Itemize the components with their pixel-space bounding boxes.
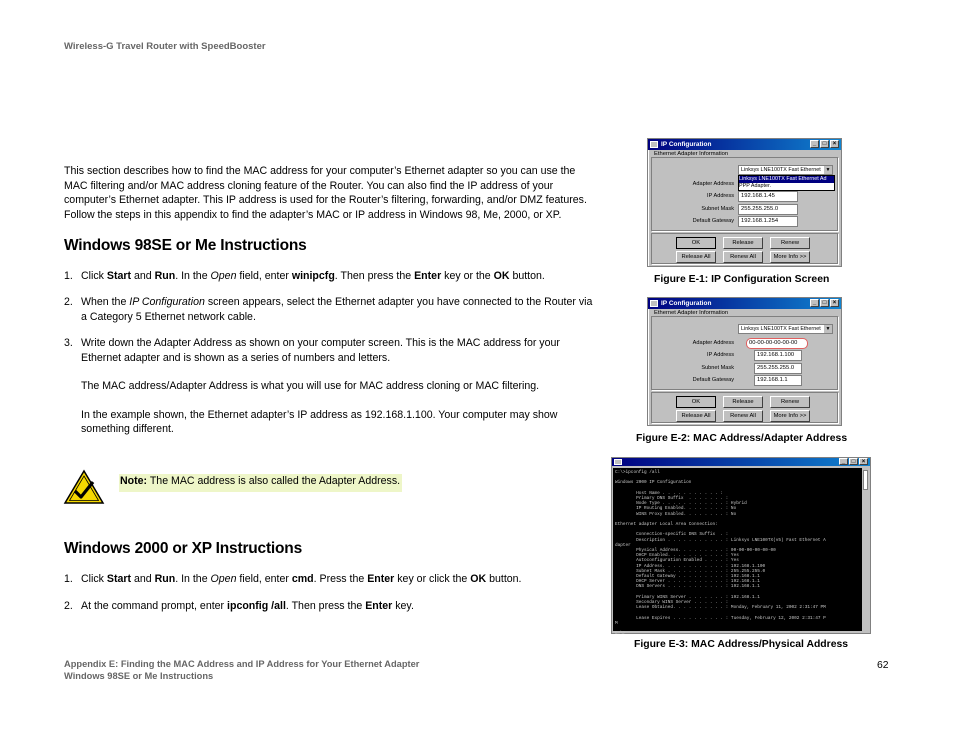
note-box (119, 474, 402, 492)
subnet-mask-label: Subnet Mask (701, 365, 734, 371)
default-gateway-field: 192.168.1.1 (754, 375, 802, 386)
step-number: 2. (64, 600, 73, 612)
note-text: The MAC address is also called the Adapter Address. (147, 475, 401, 487)
ok-button[interactable]: OK (676, 396, 716, 408)
app-icon (614, 459, 622, 465)
figure-caption-1: Figure E-1: IP Configuration Screen (654, 274, 830, 285)
dropdown-option[interactable]: Linksys LNE100TX Fast Ethernet Ad (739, 176, 834, 183)
subnet-mask-label: Subnet Mask (701, 206, 734, 212)
maximize-icon[interactable]: □ (849, 458, 858, 465)
window-title: IP Configuration (661, 141, 712, 148)
step-number: 2. (64, 296, 73, 308)
default-gateway-field: 192.168.1.254 (738, 216, 798, 227)
ok-button[interactable]: OK (676, 237, 716, 249)
ip-config-window-2 (647, 297, 842, 426)
adapter-dropdown-list[interactable] (738, 175, 835, 191)
step-number: 1. (64, 270, 73, 282)
step-98-1: 1. Click Start and Run. In the Open field, enter winipcfg. Then press the Enter key or the OK button. (64, 270, 545, 282)
chevron-down-icon[interactable]: ▼ (825, 326, 831, 332)
dropdown-option[interactable]: PPP Adapter. (739, 183, 771, 189)
step-number: 3. (64, 337, 73, 349)
more-info-button[interactable]: More Info >> (770, 410, 810, 422)
maximize-icon[interactable]: □ (820, 299, 829, 307)
release-button[interactable]: Release (723, 237, 763, 249)
ip-config-window-1 (647, 138, 842, 267)
close-icon[interactable]: × (859, 458, 868, 465)
step-number: 1. (64, 573, 73, 585)
console-output[interactable]: C:\>ipconfig /all Windows 2000 IP Configuration Host Name . . . . . . . . . . . : Primary DNS Suffix . . . . . . . : Node Type . . . . . . . . . . . . : Hybrid IP Routing Enabled. . . . . . . . : No WINS Proxy Enabled. . . . . . . . : No Ethernet adapter Local Area Connection: Connection-specific DNS Suffix . : Description . . . . . . . . . . . : Linksys LNE100TX(v5) Fast Ethernet A dapter Physical Address. . . . . . . . . : 00-00-00-00-00-00 DHCP Enabled. . . . . . . . . . . : Yes Autoconfiguration Enabled . . . . : Yes IP Address. . . . . . . . . . . . : 192.168.1.100 Subnet Mask . . . . . . . . . . . : 255.255.255.0 Default Gateway . . . . . . . . . : 192.168.1.1 DHCP Server . . . . . . . . . . . : 192.168.1.1 DNS Servers . . . . . . . . . . . : 192.168.1.1 Primary WINS Server . . . . . . . : 192.168.1.1 Secondary WINS Server . . . . . . : Lease Obtained. . . . . . . . . . : Monday, February 11, 2002 2:31:47 PM Lease Expires . . . . . . . . . . : Tuesday, February 12, 2002 2:31:47 P M C:\> (613, 468, 862, 631)
release-all-button[interactable]: Release All (676, 251, 716, 263)
ip-address-label: IP Address (707, 352, 734, 358)
console-scrollbar[interactable] (862, 468, 869, 631)
footer-line-1: Appendix E: Finding the MAC Address and IP Address for Your Ethernet Adapter (64, 659, 420, 669)
section-heading-98: Windows 98SE or Me Instructions (64, 237, 307, 254)
warning-checkmark-icon (64, 470, 104, 504)
title-bar (648, 139, 841, 150)
maximize-icon[interactable]: □ (820, 140, 829, 148)
adapter-address-field: 00-00-00-00-00-00 (746, 338, 808, 349)
ip-address-field: 192.168.1.100 (754, 350, 802, 361)
running-header: Wireless-G Travel Router with SpeedBooster (64, 41, 266, 52)
adapter-select[interactable]: Linksys LNE100TX Fast Ethernet ▼ (738, 324, 833, 334)
scroll-thumb[interactable] (863, 470, 868, 490)
close-icon[interactable]: × (830, 299, 839, 307)
figure-caption-3: Figure E-3: MAC Address/Physical Address (634, 639, 849, 650)
close-icon[interactable]: × (830, 140, 839, 148)
ip-address-field: 192.168.1.45 (738, 191, 798, 202)
minimize-icon[interactable]: _ (839, 458, 848, 465)
step-2000-2: 2. At the command prompt, enter ipconfig /all. Then press the Enter key. (64, 600, 414, 612)
release-button[interactable]: Release (723, 396, 763, 408)
step-3-para-3: In the example shown, the Ethernet adapter’s IP address as 192.168.1.100. Your computer may show something different. (81, 408, 558, 435)
default-gateway-label: Default Gateway (692, 218, 734, 224)
step-98-2: 2. When the IP Configuration screen appears, select the Ethernet adapter you have connected to the Router via a Category 5 Ethernet network cable. (64, 296, 593, 323)
figure-caption-2: Figure E-2: MAC Address/Adapter Address (636, 433, 848, 444)
adapter-select[interactable]: Linksys LNE100TX Fast Ethernet ▼ (738, 165, 833, 175)
footer-line-2: Windows 98SE or Me Instructions (64, 671, 214, 681)
window-title: IP Configuration (661, 300, 712, 307)
renew-button[interactable]: Renew (770, 396, 810, 408)
subnet-mask-field: 255.255.255.0 (738, 204, 798, 215)
intro-paragraph: This section describes how to find the MAC address for your computer’s Ethernet adapter so you can use the MAC filtering and/or MAC address cloning feature of the Router. You can also find the IP address of your computer’s Ethernet adapter. This IP address is used for the Router’s filtering, forwarding, and/or DMZ features. Follow the steps in this appendix to find the adapter’s MAC or IP address in Windows 98, Me, 2000, or XP. (64, 165, 587, 221)
release-all-button[interactable]: Release All (676, 410, 716, 422)
page-number: 62 (877, 660, 889, 671)
default-gateway-label: Default Gateway (692, 377, 734, 383)
minimize-icon[interactable]: _ (810, 140, 819, 148)
renew-all-button[interactable]: Renew All (723, 251, 763, 263)
minimize-icon[interactable]: _ (810, 299, 819, 307)
section-heading-2000: Windows 2000 or XP Instructions (64, 540, 302, 557)
adapter-address-label: Adapter Address (692, 340, 734, 346)
app-icon (650, 141, 658, 148)
step-2000-1: 1. Click Start and Run. In the Open field, enter cmd. Press the Enter key or click the OK button. (64, 573, 522, 585)
command-prompt-window (611, 457, 871, 637)
step-98-3 (64, 336, 564, 437)
step-3-para-2: The MAC address/Adapter Address is what you will use for MAC address cloning or MAC filtering. (81, 380, 540, 392)
renew-all-button[interactable]: Renew All (723, 410, 763, 422)
adapter-address-label: Adapter Address (692, 181, 734, 187)
subnet-mask-field: 255.255.255.0 (754, 363, 802, 374)
title-bar (612, 458, 870, 466)
group-label: Ethernet Adapter Information (654, 310, 729, 316)
title-bar (648, 298, 841, 309)
more-info-button[interactable]: More Info >> (770, 251, 810, 263)
ip-address-label: IP Address (707, 193, 734, 199)
step-3-para-1: Write down the Adapter Address as shown on your computer screen. This is the MAC address for your Ethernet adapter and is shown as a series of numbers and letters. (81, 337, 560, 364)
note-label: Note: (120, 475, 148, 487)
app-icon (650, 300, 658, 307)
chevron-down-icon[interactable]: ▼ (825, 167, 831, 173)
renew-button[interactable]: Renew (770, 237, 810, 249)
footer (64, 658, 419, 682)
group-label: Ethernet Adapter Information (654, 151, 729, 157)
